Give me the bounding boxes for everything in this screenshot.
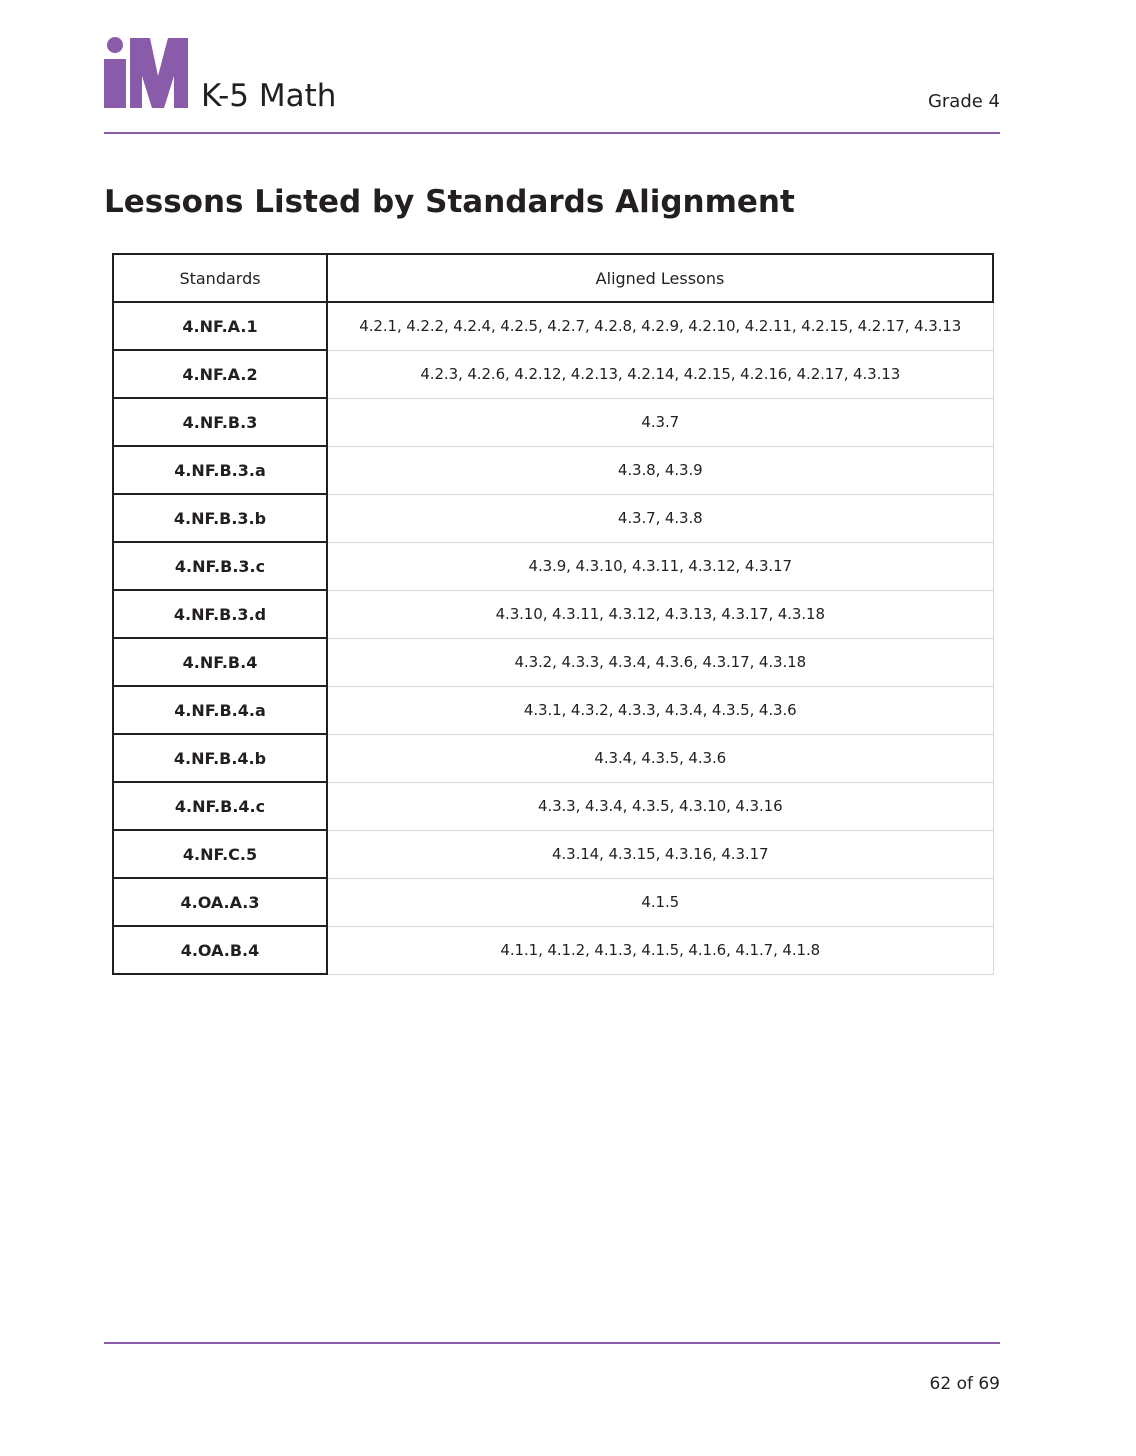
lessons-cell: 4.1.1, 4.1.2, 4.1.3, 4.1.5, 4.1.6, 4.1.7, 4.1.8 [327,926,993,974]
standard-cell: 4.OA.A.3 [113,878,327,926]
table-row [113,542,993,590]
lessons-cell: 4.3.2, 4.3.3, 4.3.4, 4.3.6, 4.3.17, 4.3.18 [327,638,993,686]
brand-title: K-5 Math [201,78,337,114]
lessons-cell: 4.3.7, 4.3.8 [327,494,993,542]
table-row [113,638,993,686]
lessons-cell: 4.3.7 [327,398,993,446]
footer-divider [104,1342,1000,1344]
header-divider [104,132,1000,134]
lessons-cell: 4.2.1, 4.2.2, 4.2.4, 4.2.5, 4.2.7, 4.2.8, 4.2.9, 4.2.10, 4.2.11, 4.2.15, 4.2.17, 4.3.13 [327,302,993,350]
standard-cell: 4.NF.B.4.a [113,686,327,734]
table-row [113,926,993,974]
table-header-row [113,254,993,302]
table-row [113,878,993,926]
standards-alignment-table [112,253,994,975]
lessons-cell: 4.3.8, 4.3.9 [327,446,993,494]
standard-cell: 4.NF.B.3.b [113,494,327,542]
page-title: Lessons Listed by Standards Alignment [104,184,795,220]
standard-cell: 4.NF.B.4.b [113,734,327,782]
column-header-aligned-lessons: Aligned Lessons [327,254,993,302]
lessons-cell: 4.3.14, 4.3.15, 4.3.16, 4.3.17 [327,830,993,878]
standard-cell: 4.NF.B.4.c [113,782,327,830]
lessons-cell: 4.1.5 [327,878,993,926]
lessons-cell: 4.3.10, 4.3.11, 4.3.12, 4.3.13, 4.3.17, 4.3.18 [327,590,993,638]
lessons-cell: 4.3.3, 4.3.4, 4.3.5, 4.3.10, 4.3.16 [327,782,993,830]
standard-cell: 4.NF.B.3.a [113,446,327,494]
standard-cell: 4.NF.A.2 [113,350,327,398]
table-row [113,590,993,638]
table-row [113,830,993,878]
table-row [113,302,993,350]
lessons-cell: 4.3.4, 4.3.5, 4.3.6 [327,734,993,782]
lessons-cell: 4.3.9, 4.3.10, 4.3.11, 4.3.12, 4.3.17 [327,542,993,590]
standard-cell: 4.NF.C.5 [113,830,327,878]
page-number: 62 of 69 [929,1374,1000,1394]
im-logo [104,36,188,108]
table-row [113,350,993,398]
standard-cell: 4.NF.A.1 [113,302,327,350]
table-row [113,734,993,782]
table-row [113,446,993,494]
grade-label: Grade 4 [927,91,1000,112]
lessons-cell: 4.3.1, 4.3.2, 4.3.3, 4.3.4, 4.3.5, 4.3.6 [327,686,993,734]
lessons-cell: 4.2.3, 4.2.6, 4.2.12, 4.2.13, 4.2.14, 4.2.15, 4.2.16, 4.2.17, 4.3.13 [327,350,993,398]
page-header [104,36,1000,132]
table-row [113,494,993,542]
table-row [113,782,993,830]
standard-cell: 4.OA.B.4 [113,926,327,974]
table-row [113,686,993,734]
table-row [113,398,993,446]
standard-cell: 4.NF.B.4 [113,638,327,686]
standard-cell: 4.NF.B.3.c [113,542,327,590]
column-header-standards: Standards [113,254,327,302]
standard-cell: 4.NF.B.3.d [113,590,327,638]
standard-cell: 4.NF.B.3 [113,398,327,446]
